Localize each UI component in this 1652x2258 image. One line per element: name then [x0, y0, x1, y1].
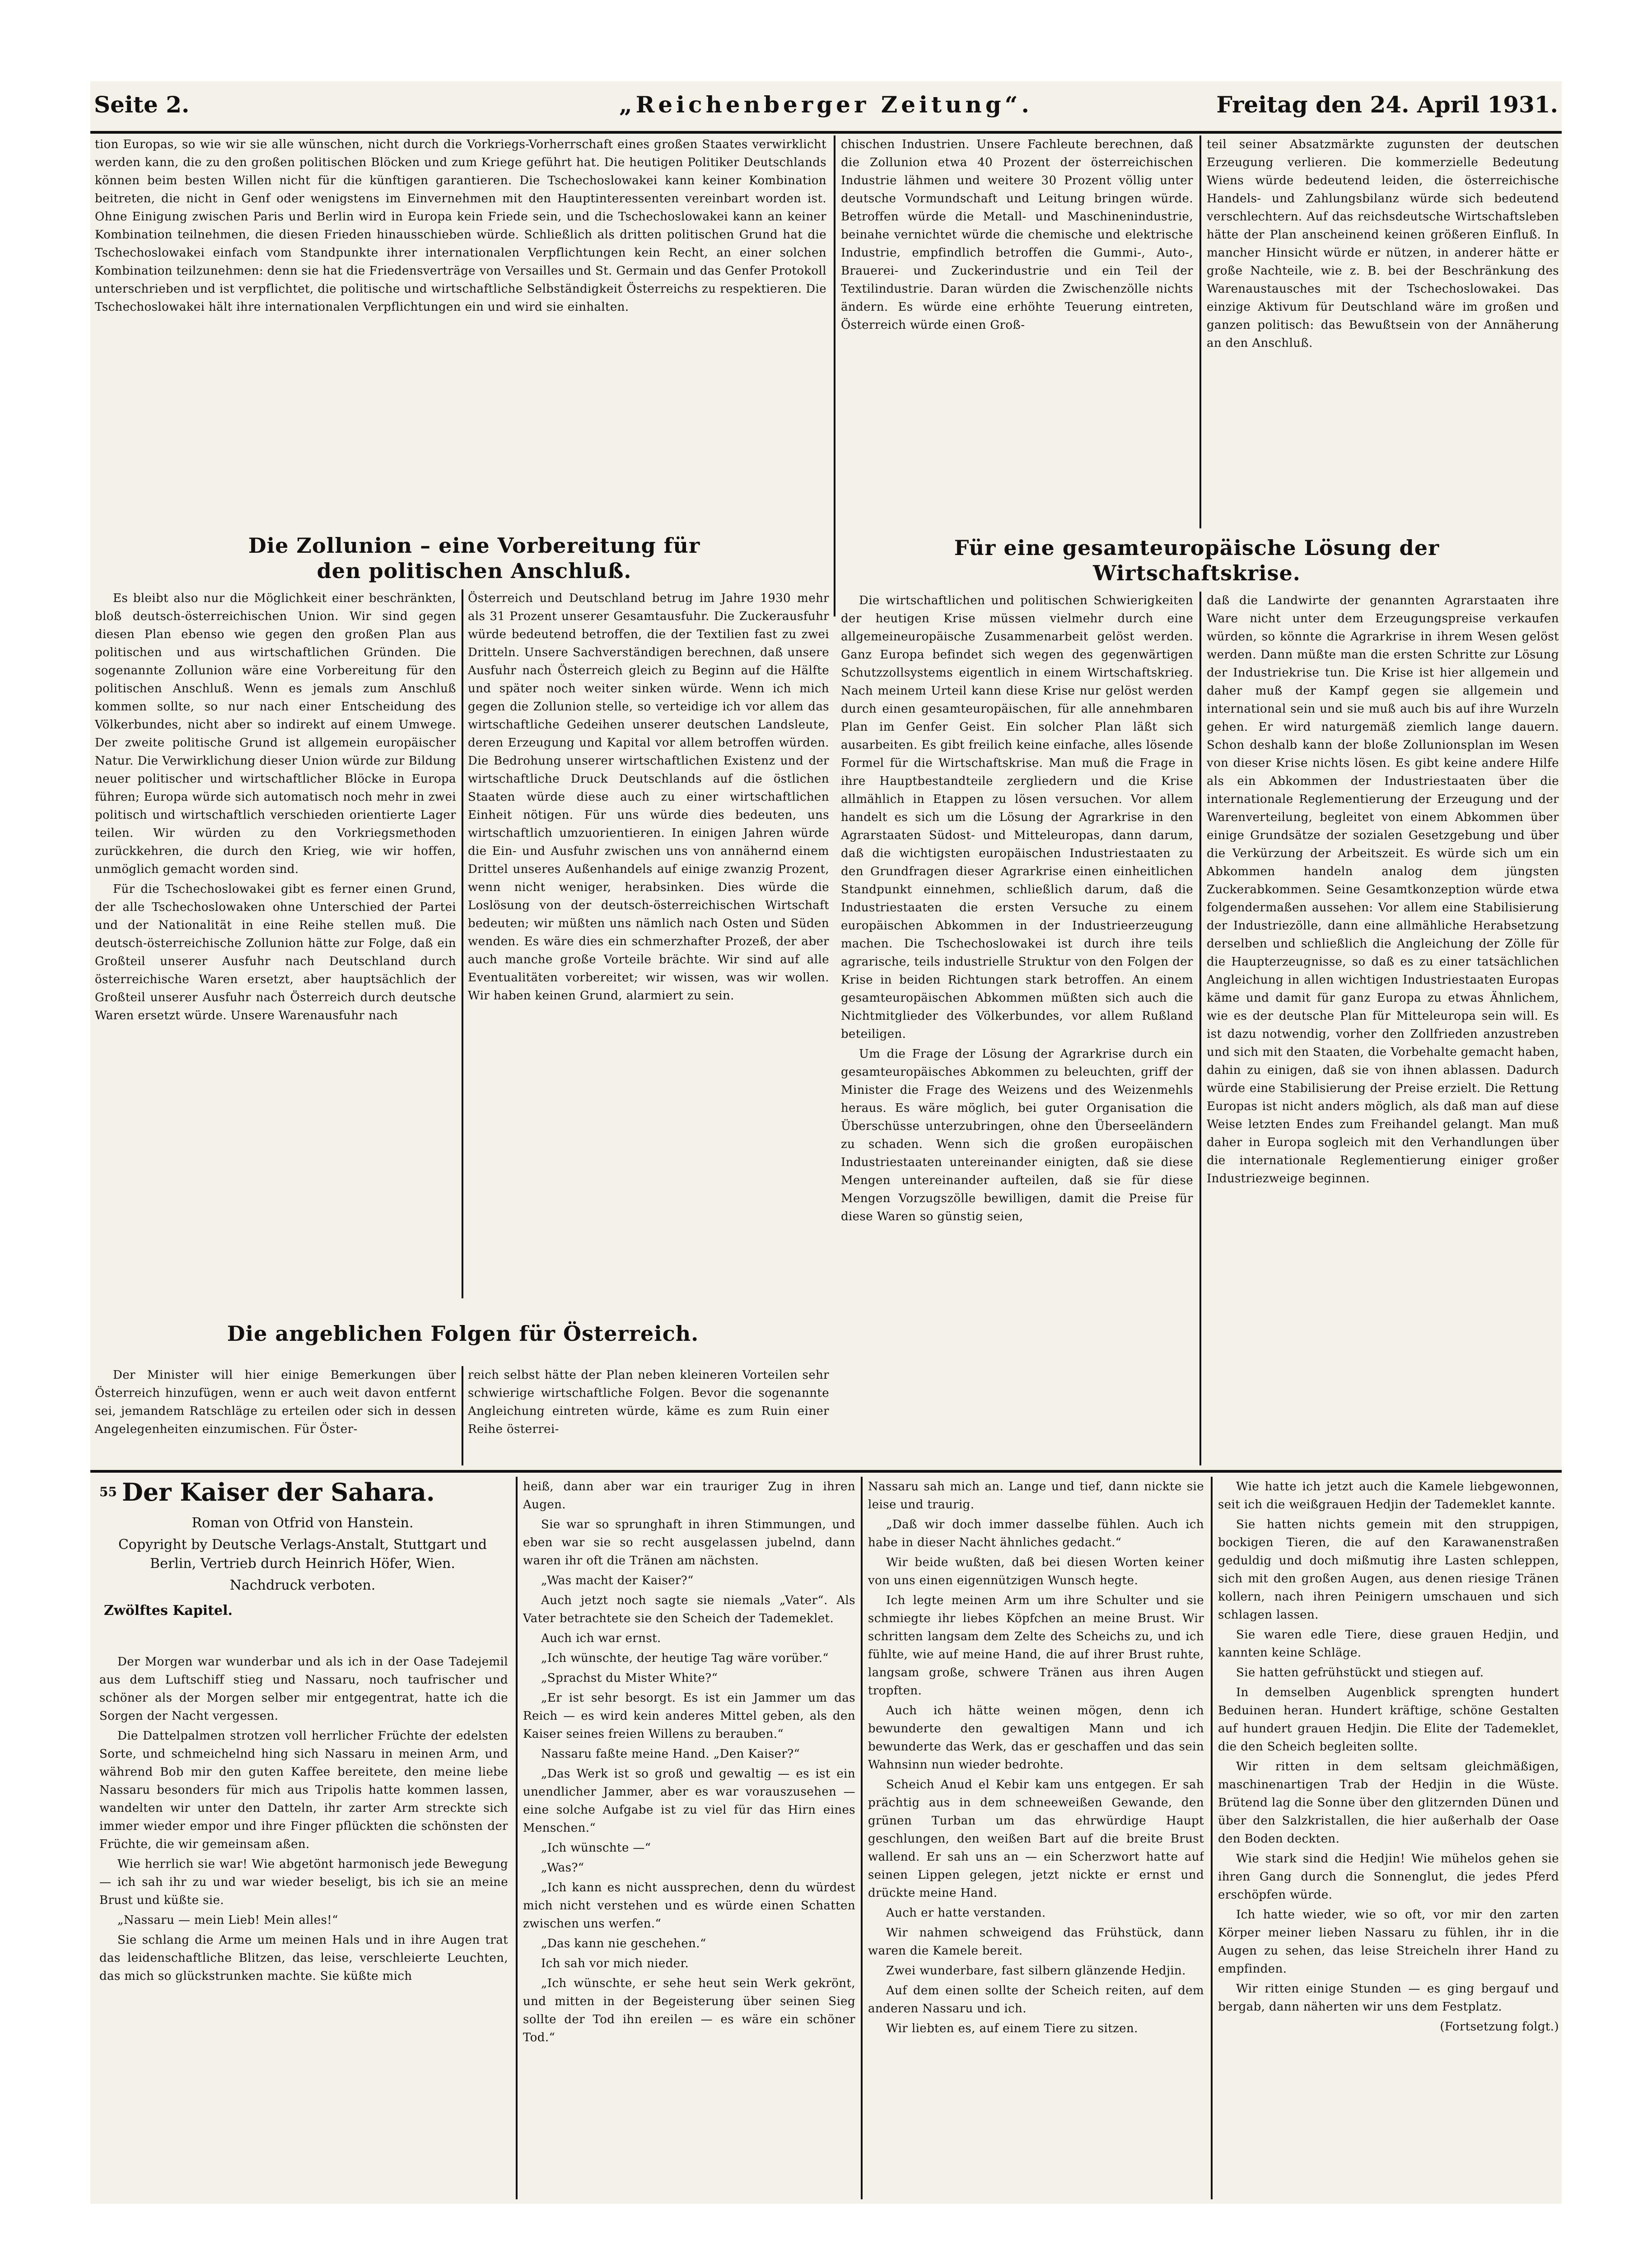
serial-paragraph: Auch ich hätte weinen mögen, denn ich bewunderte den gewaltigen Mann und ich bewunderte das Werk, das er geschaffen und das sein Wahnsinn nun wieder bedrohte. — [868, 1704, 1204, 1772]
serial-paragraph: Wir nahmen schweigend das Frühstück, dann waren die Kamele bereit. — [868, 1926, 1204, 1958]
serial-paragraph: Ich legte meinen Arm um ihre Schulter und sie schmiegte ihr liebes Köpfchen an meine Brust. Wir schritten langsam dem Zelte des Scheichs zu, und ich fühlte, wie auf meine Hand, die auf ihrer Brust ruhte, langsam große, schwere Tränen aus ihren Augen tropften. — [868, 1594, 1204, 1698]
serial-paragraph: Scheich Anud el Kebir kam uns entgegen. Er sah prächtig aus in dem schneeweißen Gewande, den grünen Turban um das ehrwürdige Haupt geschlungen, den weißen Bart auf die breite Brust wallend. Er sah uns an — ein Scherzwort hatte auf seinen Lippen gelegen, jetzt nickte er ernst und drückte meine Hand. — [868, 1778, 1204, 1900]
serial-paragraph: „Ich wünschte —“ — [541, 1841, 651, 1855]
folgen-column-rule — [462, 1366, 463, 1465]
column-rule-1 — [834, 135, 835, 616]
serial-paragraph: Sie waren edle Tiere, diese grauen Hedjin, und kannten keine Schläge. — [1218, 1628, 1559, 1660]
serial-paragraph: „Ich wünschte, er sehe heut sein Werk gekrönt, und mitten in der Begeisterung über seinen Sieg sollte der Tod ihn ereilen — es wäre ein schöner Tod.“ — [523, 1977, 855, 2044]
serial-paragraph: Sie hatten nichts gemein mit den struppigen, bockigen Tieren, die auf den Karawanenstraßen geduldig und doch mißmutig ihre Lasten schleppen, sich mit den großen Augen, aus denen riesige Tränen kollern, nach ihren Peinigern umschauen und sich schlagen lassen. — [1218, 1518, 1559, 1622]
serial-column-rule-1 — [516, 1477, 518, 2199]
zollunion-heading: Die Zollunion – eine Vorbereitung für den politischen Anschluß. — [248, 533, 700, 583]
page-number: Seite 2. — [94, 91, 190, 118]
newspaper-name: „Reichenberger Zeitung“. — [619, 91, 1033, 118]
krise-column-1 — [841, 592, 1193, 1465]
intro-text-right — [1207, 135, 1559, 524]
zollunion-paragraph-3: Österreich und Deutschland betrug im Jahre 1930 mehr als 31 Prozent unserer Gesamtausfuhr. Die Zuckerausfuhr würde bedeutend betroffen, die der Textilien fast zu zwei Dritteln. Unsere Sachverständigen berechnen, daß unsere Ausfuhr nach Österreich gleich zu Beginn auf die Hälfte und später noch weiter sinken würde. Wenn ich mich gegen die Zollunion stelle, so verteidige ich vor allem das wirtschaftliche Gedeihen unserer deutschen Landsleute, deren Erzeugung und Kapital vor allem betroffen würden. Die Bedrohung unserer wirtschaftlichen Existenz und der wirtschaftliche Druck Deutschlands auf die östlichen Staaten würde diese auch zu einer wirtschaftlichen Einheit nötigen. Für uns würde dies bedeuten, uns wirtschaftlich umzuorientieren. In einigen Jahren würde die Ein- und Ausfuhr zwischen uns von annähernd einem Drittel unseres Außenhandels auf einige zwanzig Prozent, wenn nicht weniger, herabsinken. Dies würde die Loslösung von der deutsch-österreichischen Wirtschaft bedeuten; wir müßten uns nämlich nach Osten und Süden wenden. Es wäre dies ein schmerzhafter Prozeß, der aber auch manche große Vorteile brächte. Wir sind auf alle Eventualitäten vorbereitet; wir wissen, was wir wollen. Wir haben keinen Grund, alarmiert zu sein. — [468, 592, 829, 1003]
serial-paragraph: Wir beide wußten, daß bei diesen Worten keiner von uns einen eigennützigen Wunsch hegte. — [868, 1556, 1204, 1587]
serial-paragraph: „Ich kann es nicht aussprechen, denn du würdest mich nicht verstehen und es würde einen Schatten zwischen uns werfen.“ — [523, 1881, 855, 1931]
zollunion-column-2 — [468, 589, 829, 1294]
folgen-column-1 — [95, 1366, 456, 1465]
serial-separator — [90, 1470, 1562, 1473]
serial-paragraph: Auch jetzt noch sagte sie niemals „Vater“. Als Vater betrachtete sie den Scheich der Tademeklet. — [523, 1594, 855, 1625]
serial-paragraph: „Was?“ — [541, 1861, 584, 1875]
serial-paragraph: „Nassaru — mein Lieb! Mein alles!“ — [117, 1913, 338, 1927]
serial-title: Der Kaiser der Sahara. — [122, 1478, 435, 1507]
krise-column-rule — [1199, 592, 1201, 1465]
serial-paragraph: In demselben Augenblick sprengten hundert Beduinen heran. Hundert kräftige, schöne Gestalten auf hundert grauen Hedjin. Die Elite der Tademeklet, die den Scheich begleiten sollte. — [1218, 1686, 1559, 1754]
serial-paragraph: Ich sah vor mich nieder. — [541, 1957, 689, 1970]
serial-paragraph: Wir ritten einige Stunden — es ging bergauf und bergab, dann näherten wir uns dem Festplatz. — [1218, 1982, 1559, 2014]
serial-paragraph: Zwei wunderbare, fast silbern glänzende Hedjin. — [886, 1964, 1186, 1978]
serial-meta — [99, 1514, 506, 1623]
intro-paragraph-right: teil seiner Absatzmärkte zugunsten der deutschen Erzeugung verlieren. Die kommerzielle Bedeutung Wiens würde bedeutend leiden, die österreichische Handels- und Zahlungsbilanz würde sich bedeutend verschlechtern. Auf das reichsdeutsche Wirtschaftsleben hätte der Plan anscheinend keinen größeren Einfluß. In mancher Hinsicht würde er nützen, in anderer hätte er große Nachteile, wie z. B. bei der Beschränkung des Warenaustausches mit der Tschechoslowakei. Das einzige Aktivum für Deutschland wäre im großen und ganzen politisch: das Bewußtsein von der Annäherung an den Anschluß. — [1207, 138, 1559, 350]
serial-paragraph: heiß, dann aber war ein trauriger Zug in ihren Augen. — [523, 1480, 855, 1512]
serial-paragraph: Sie schlang die Arme um meinen Hals und in ihre Augen trat das leidenschaftliche Blitzen, das leise, verschleierte Leuchten, das mich so glückstrunken machte. Sie küßte mich — [99, 1933, 508, 1983]
intro-text-middle — [841, 135, 1193, 515]
serial-paragraph: „Das kann nie geschehen.“ — [541, 1937, 706, 1950]
krise-paragraph-2: Um die Frage der Lösung der Agrarkrise durch ein gesamteuropäisches Abkommen zu beleuchten, griff der Minister die Frage des Weizens und des Weizenmehls heraus. Es wäre möglich, bei guter Organisation die Überschüsse unterzubringen, ohne den Überseeländern zu schaden. Wenn sich die großen europäischen Industriestaaten untereinander einigten, daß sie diese Mengen untereinander aufteilen, daß sie für diese Mengen Vorzugszölle bewilligen, damit die Preise für diese Waren so günstig seien, — [841, 1047, 1193, 1223]
serial-chapter: Zwölftes Kapitel. — [104, 1603, 233, 1619]
serial-column-4 — [1218, 1478, 1559, 2196]
serial-paragraph: Nassaru sah mich an. Lange und tief, dann nickte sie leise und traurig. — [868, 1480, 1204, 1512]
column-rule-2 — [1199, 135, 1201, 528]
intro-text-left — [95, 135, 826, 515]
serial-paragraph: Wir liebten es, auf einem Tiere zu sitzen. — [886, 2022, 1138, 2035]
serial-paragraph: Sie war so sprunghaft in ihren Stimmungen, und eben war sie so recht ausgelassen jubelnd, dann waren ihr oft die Tränen am nächsten. — [523, 1518, 855, 1568]
serial-paragraph: Nassaru faßte meine Hand. „Den Kaiser?“ — [541, 1747, 800, 1761]
serial-paragraph: Auch er hatte verstanden. — [886, 1906, 1046, 1920]
serial-paragraph: Auf dem einen sollte der Scheich reiten, auf dem anderen Nassaru und ich. — [868, 1984, 1204, 2015]
krise-paragraph-3: daß die Landwirte der genannten Agrarstaaten ihre Ware nicht unter dem Erzeugungspreise verkaufen würden, so könnte die Agrarkrise in ihrem Wesen gelöst werden. Dann müßte man die ersten Schritte zur Lösung der Industriekrise tun. Die Krise ist hier allgemein und daher muß der Kampf gegen sie allgemein und international sein und sie muß auch bis auf ihre Wurzeln gehen. Er wird naturgemäß ziemlich lange dauern. Schon deshalb kann der bloße Zollunionsplan im Wesen von dieser Krise nichts lösen. Es gibt keine andere Hilfe als ein Abkommen der Industriestaaten über die internationale Reglementierung der Erzeugung und der Warenverteilung, begleitet von einem Abkommen über einige Grundsätze der sozialen Gesetzgebung und über die Verkürzung der Arbeitszeit. Es würde sich um ein Abkommen handeln analog dem jüngsten Zuckerabkommen. Seine Gesamtkonzeption würde etwa folgendermaßen aussehen: Vor allem eine Stabilisierung der Industriezölle, dann eine allmähliche Herabsetzung derselben und schließlich die Angleichung der Zölle für die Haupterzeugnisse, so daß es zu einer tatsächlichen Angleichung in allen wichtigen Industriestaaten Europas käme und damit für ganz Europa zu etwas Ähnlichem, wie es der deutsche Plan für Mitteleuropa sein will. Es ist dazu notwendig, vorher den Zollfrieden anzustreben und sich mit den Staaten, die Vorbehalte gemacht haben, dahin zu einigen, daß sie von ihnen ablassen. Dadurch würde eine Stabilisierung der Preise erzielt. Die Rettung Europas ist nicht anders möglich, als daß man auf diese Weise letzten Endes zum Freihandel gelangt. Man muß daher in Europa sogleich mit den Verhandlungen über die internationale Reglementierung einiger großer Industriezweige beginnen. — [1207, 594, 1559, 1185]
serial-paragraph: Wie hatte ich jetzt auch die Kamele liebgewonnen, seit ich die weißgrauen Hedjin der Tademeklet kannte. — [1218, 1480, 1559, 1512]
krise-column-2 — [1207, 592, 1559, 1465]
serial-copyright: Copyright by Deutsche Verlags-Anstalt, Stuttgart und Berlin, Vertrieb durch Heinrich Höfer, Wien. — [118, 1537, 487, 1572]
serial-continued: (Fortsetzung folgt.) — [1440, 2020, 1559, 2034]
serial-paragraph: Sie hatten gefrühstückt und stiegen auf. — [1236, 1666, 1484, 1680]
serial-column-rule-3 — [1211, 1477, 1213, 2199]
serial-paragraph: „Was macht der Kaiser?“ — [541, 1574, 694, 1587]
serial-paragraph: Wir ritten in dem seltsam gleichmäßigen, maschinenartigen Trab der Hedjin in die Wüste. Brütend lag die Sonne über den glitzernden Dünen und über den Salzkristallen, die hier außerhalb der Oase den Boden deckten. — [1218, 1760, 1559, 1846]
page-header — [90, 81, 1562, 134]
serial-number: 55 — [99, 1484, 117, 1499]
krise-heading: Für eine gesamteuropäische Lösung der Wirtschaftskrise. — [954, 536, 1440, 585]
zollunion-column-rule — [462, 589, 463, 1298]
serial-column-1 — [99, 1653, 508, 2195]
serial-column-2 — [523, 1478, 855, 2196]
serial-paragraph: „Daß wir doch immer dasselbe fühlen. Auch ich habe in dieser Nacht ähnliches gedacht.“ — [868, 1518, 1204, 1549]
serial-paragraph: Wie herrlich sie war! Wie abgetönt harmonisch jede Bewegung — ich sah ihr zu und war wieder beseligt, bis ich sie an meine Brust und küßte sie. — [99, 1857, 508, 1907]
serial-paragraph: Wie stark sind die Hedjin! Wie mühelos gehen sie ihren Gang durch die Sonnenglut, die jedes Pferd erschöpfen würde. — [1218, 1852, 1559, 1902]
issue-date: Freitag den 24. April 1931. — [1216, 91, 1558, 118]
folgen-heading: Die angeblichen Folgen für Österreich. — [227, 1321, 699, 1346]
serial-paragraph: „Er ist sehr besorgt. Es ist ein Jammer um das Reich — es wird kein anderes Mittel geben, als den Kaiser seines freien Willens zu berauben.“ — [523, 1691, 855, 1741]
serial-paragraph: Auch ich war ernst. — [541, 1632, 661, 1645]
serial-reprint-notice: Nachdruck verboten. — [229, 1577, 376, 1593]
zollunion-column-1 — [95, 589, 456, 1294]
serial-column-3 — [868, 1478, 1204, 2196]
intro-paragraph-middle: chischen Industrien. Unsere Fachleute berechnen, daß die Zollunion etwa 40 Prozent der österreichischen Industrie lähmen und weitere 30 Prozent völlig unter deutsche Vormundschaft und Leitung bringen würde. Betroffen würde die Metall- und Maschinenindustrie, beinahe vernichtet würde die chemische und elektrische Industrie, empfindlich betroffen die Gummi-, Auto-, Brauerei- und Zuckerindustrie und ein Teil der Textilindustrie. Daran würden die Zwischenzölle nichts ändern. Es würde eine erhöhte Teuerung eintreten, Österreich würde einen Groß- — [841, 138, 1193, 332]
serial-paragraph: Die Dattelpalmen strotzen voll herrlicher Früchte der edelsten Sorte, und schmeichelnd hing sich Nassaru in meinen Arm, und während Bob mir den guten Kaffee bereitete, den meine liebe Nassaru besonders für mich aus Tripolis hatte kommen lassen, wandelten wir unter den Datteln, ihr zarter Arm streckte sich immer wieder empor und ihre Finger pflückten die schönsten der Früchte, die wir gemeinsam aßen. — [99, 1729, 508, 1851]
zollunion-paragraph-1: Es bleibt also nur die Möglichkeit einer beschränkten, bloß deutsch-österreichischen Union. Wir sind gegen diesen Plan ebenso wie gegen den großen Plan aus politischen und aus wirtschaftlichen Gründen. Die sogenannte Zollunion wäre eine Vorbereitung für den politischen Anschluß. Wenn es jemals zum Anschluß kommen sollte, so nur nach einer Entscheidung des Völkerbundes, nicht aber so indirekt auf einem Umwege. Der zweite politische Grund ist allgemein europäischer Natur. Die Verwirklichung dieser Union würde zur Bildung neuer politischer und wirtschaftlicher Blöcke in Europa führen; Europa würde sich automatisch noch mehr in zwei politisch und wirtschaftlich verschieden orientierte Lager teilen. Wir würden zu den Vorkriegsmethoden zurückkehren, die durch den Krieg, wie wir hoffen, unmöglich gemacht worden sind. — [95, 592, 456, 876]
serial-paragraph: Der Morgen war wunderbar und als ich in der Oase Tadejemil aus dem Luftschiff stieg und Nassaru, noch taufrischer und schöner als der Morgen selber mir entgegentrat, hatte ich die Sorgen der Nacht vergessen. — [99, 1655, 508, 1723]
intro-paragraph-left: tion Europas, so wie wir sie alle wünschen, nicht durch die Vorkriegs-Vorherrschaft eines großen Staates verwirklicht werden kann, die zu den großen politischen Blöcken und zum Kriege geführt hat. Die heutigen Politiker Deutschlands können beim besten Willen nicht für die künftigen garantieren. Die Tschechoslowakei kann keiner Kombination beitreten, die nicht in Genf oder wenigstens im Einvernehmen mit den Hauptinteressenten vereinbart worden ist. Ohne Einigung zwischen Paris und Berlin wird in Europa kein Friede sein, und die Tschechoslowakei kann an keiner Kombination teilnehmen, die diesen Frieden hinausschieben würde. Schließlich als dritten politischen Grund hat die Tschechoslowakei einfach vom Standpunkte ihrer internationalen Verpflichtungen kein Recht, an einer solchen Kombination teilzunehmen: denn sie hat die Friedensverträge von Versailles und St. Germain und das Genfer Protokoll unterschrieben und ist verpflichtet, die politische und wirtschaftliche Selbständigkeit Österreichs zu respektieren. Die Tschechoslowakei hält ihre internationalen Verpflichtungen ein und wird sie einhalten. — [95, 138, 826, 314]
newspaper-page — [90, 81, 1562, 2204]
serial-paragraph: „Das Werk ist so groß und gewaltig — es ist ein unendlicher Jammer, aber es war vorauszusehen — eine solche Aufgabe ist zu viel für das Hirn eines Menschen.“ — [523, 1767, 855, 1835]
serial-column-rule-2 — [861, 1477, 863, 2199]
krise-paragraph-1: Die wirtschaftlichen und politischen Schwierigkeiten der heutigen Krise müssen vielmehr durch eine allgemeineuropäische Zusammenarbeit gelöst werden. Ganz Europa befindet sich wegen des gegenwärtigen Schutzzollsystems eigentlich in einem Wirtschaftskrieg. Nach meinem Urteil kann diese Krise nur gelöst werden durch einen gesamteuropäischen, für alle annehmbaren Plan im Genfer Geist. Ein solcher Plan läßt sich ausarbeiten. Es gibt freilich keine einfache, alles lösende Formel für die Wirtschaftskrise. Man muß die Frage in ihre Hauptbestandteile zergliedern und die Krise allmählich in Etappen zu lösen versuchen. Vor allem handelt es sich um die Lösung der Agrarkrise in den Agrarstaaten Südost- und Mitteleuropas, dann darum, daß die wichtigsten europäischen Industriestaaten zu den Grundfragen dieser Agrarkrise einen einheitlichen Standpunkt einnehmen, schließlich darum, daß die Industriestaaten die ersten Versuche zu einem europäischen Abkommen in der Industrieerzeugung machen. Die Tschechoslowakei ist durch ihre teils agrarische, teils industrielle Struktur von den Folgen der Krise in beiden Richtungen stark betroffen. An einem gesamteuropäischen Abkommen müßten sich auch die Nichtmitglieder des Völkerbundes, vor allem Rußland beteiligen. — [841, 594, 1193, 1041]
folgen-paragraph-2: reich selbst hätte der Plan neben kleineren Vorteilen sehr schwierige wirtschaftliche Folgen. Bevor die sogenannte Angleichung eintreten würde, käme es zum Ruin einer Reihe österrei- — [468, 1368, 829, 1436]
zollunion-paragraph-2: Für die Tschechoslowakei gibt es ferner einen Grund, der alle Tschechoslowaken ohne Unterschied der Partei und der Nationalität in eine Reihe stellen muß. Die deutsch-österreichische Zollunion hätte zur Folge, daß ein Großteil unserer Ausfuhr nach Deutschland durch österreichische Waren ersetzt, aber hauptsächlich der Großteil unserer Ausfuhr nach Österreich durch deutsche Waren ersetzt würde. Unsere Warenausfuhr nach — [95, 882, 456, 1022]
serial-paragraph: „Ich wünschte, der heutige Tag wäre vorüber.“ — [541, 1652, 829, 1665]
serial-subtitle: Roman von Otfrid von Hanstein. — [191, 1515, 414, 1531]
folgen-paragraph-1: Der Minister will hier einige Bemerkungen über Österreich hinzufügen, wenn er auch weit davon entfernt sei, jemandem Ratschläge zu erteilen oder sich in dessen Angelegenheiten einzumischen. Für Öster- — [95, 1368, 456, 1436]
serial-paragraph: „Sprachst du Mister White?“ — [541, 1671, 718, 1685]
serial-paragraph: Ich hatte wieder, wie so oft, vor mir den zarten Körper meiner lieben Nassaru zu fühlen, ihr in die Augen zu sehen, das leise Streicheln ihrer Hand zu empfinden. — [1218, 1908, 1559, 1976]
folgen-column-2 — [468, 1366, 829, 1465]
